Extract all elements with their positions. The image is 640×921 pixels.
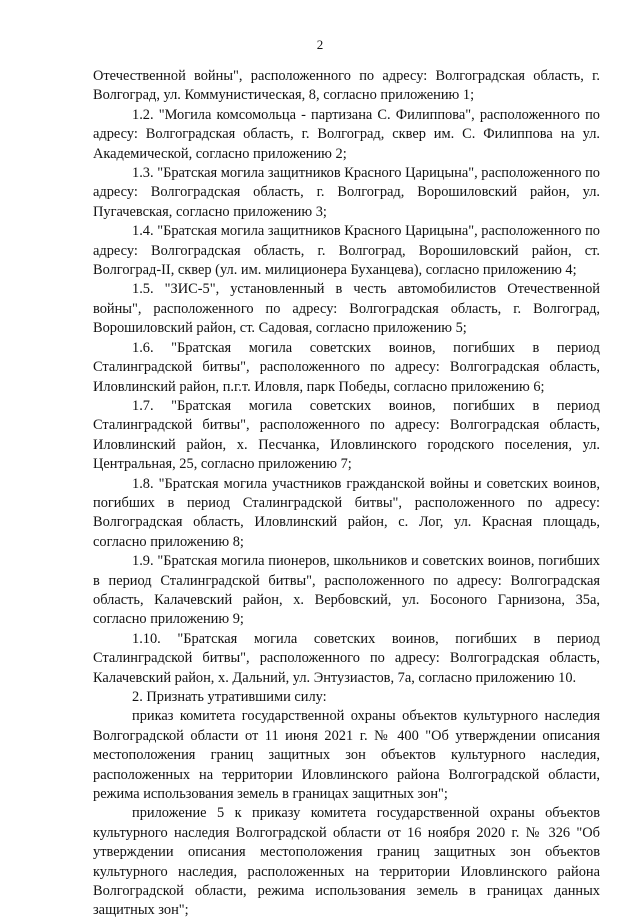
paragraph-item-1-8: 1.8. "Братская могила участников гражданской войны и советских воинов, погибших в период Сталинградской битвы", расположенного по адресу: Волгоградская область, Иловлинский район, с. Лог, ул. Красная площадь, согласно приложению 8;: [93, 475, 600, 550]
paragraph-continuation: Отечественной войны", расположенного по адресу: Волгоградская область, г. Волгоград, ул. Коммунистическая, 8, согласно приложению 1;: [93, 68, 600, 104]
paragraph-item-1-4: 1.4. "Братская могила защитников Красного Царицына", расположенного по адресу: Волгоградская область, г. Волгоград, Ворошиловский район, ст. Волгоград-II, сквер (ул. им. милиционера Буханцева), согласно приложению 4;: [93, 223, 600, 279]
document-body: [93, 67, 600, 921]
paragraph-revoked-appendix-5: приложение 5 к приказу комитета государственной охраны объектов культурного наследия Волгоградской области от 16 ноября 2020 г. № 326 "Об утверждении описания местоположения границ защитных зон объектов культурного наследия, расположенных на территории Иловлинского района Волгоградской области, режима использования земель в границах данных защитных зон";: [93, 805, 600, 919]
paragraph-revoked-order-400: приказ комитета государственной охраны объектов культурного наследия Волгоградской области от 11 июня 2021 г. № 400 "Об утверждении описания местоположения границ защитных зон объектов культурного наследия, расположенных на территории Иловлинского района Волгоградской области, режима использования земель в границах защитных зон";: [93, 708, 600, 803]
paragraph-item-1-3: 1.3. "Братская могила защитников Красного Царицына", расположенного по адресу: Волгоградская область, г. Волгоград, Ворошиловский район, ул. Пугачевская, согласно приложению 3;: [93, 165, 600, 220]
paragraph-item-1-6: 1.6. "Братская могила советских воинов, погибших в период Сталинградской битвы", расположенного по адресу: Волгоградская область, Иловлинский район, п.г.т. Иловля, парк Победы, согласно приложению 6;: [93, 339, 600, 395]
paragraph-item-1-9: 1.9. "Братская могила пионеров, школьников и советских воинов, погибших в период Сталинградской битвы", расположенного по адресу: Волгоградская область, Калачевский район, х. Вербовский, ул. Босоного Гарнизона, 35а, согласно приложению 9;: [93, 553, 600, 628]
paragraph-item-1-7: 1.7. "Братская могила советских воинов, погибших в период Сталинградской битвы", расположенного по адресу: Волгоградская область, Иловлинский район, х. Песчанка, Иловлинского городского поселения, ул. Центральная, 25, согласно приложению 7;: [93, 397, 600, 473]
paragraph-item-1-5: 1.5. "ЗИС-5", установленный в честь автомобилистов Отечественной войны", расположенного по адресу: Волгоградская область, г. Волгоград, Ворошиловский район, ст. Садовая, согласно приложению 5;: [93, 281, 600, 337]
page-number: 2: [316, 37, 324, 52]
paragraph-item-1-2: 1.2. "Могила комсомольца - партизана С. Филиппова", расположенного по адресу: Волгоградская область, г. Волгоград, сквер им. С. Филиппова на ул. Академической, согласно приложению 2;: [93, 106, 600, 162]
paragraph-item-2: 2. Признать утратившими силу:: [132, 689, 327, 705]
paragraph-item-1-10: 1.10. "Братская могила советских воинов, погибших в период Сталинградской битвы", расположенного по адресу: Волгоградская область, Калачевский район, х. Дальний, ул. Энтузиастов, 7а, согласно приложению 10.: [93, 630, 600, 686]
